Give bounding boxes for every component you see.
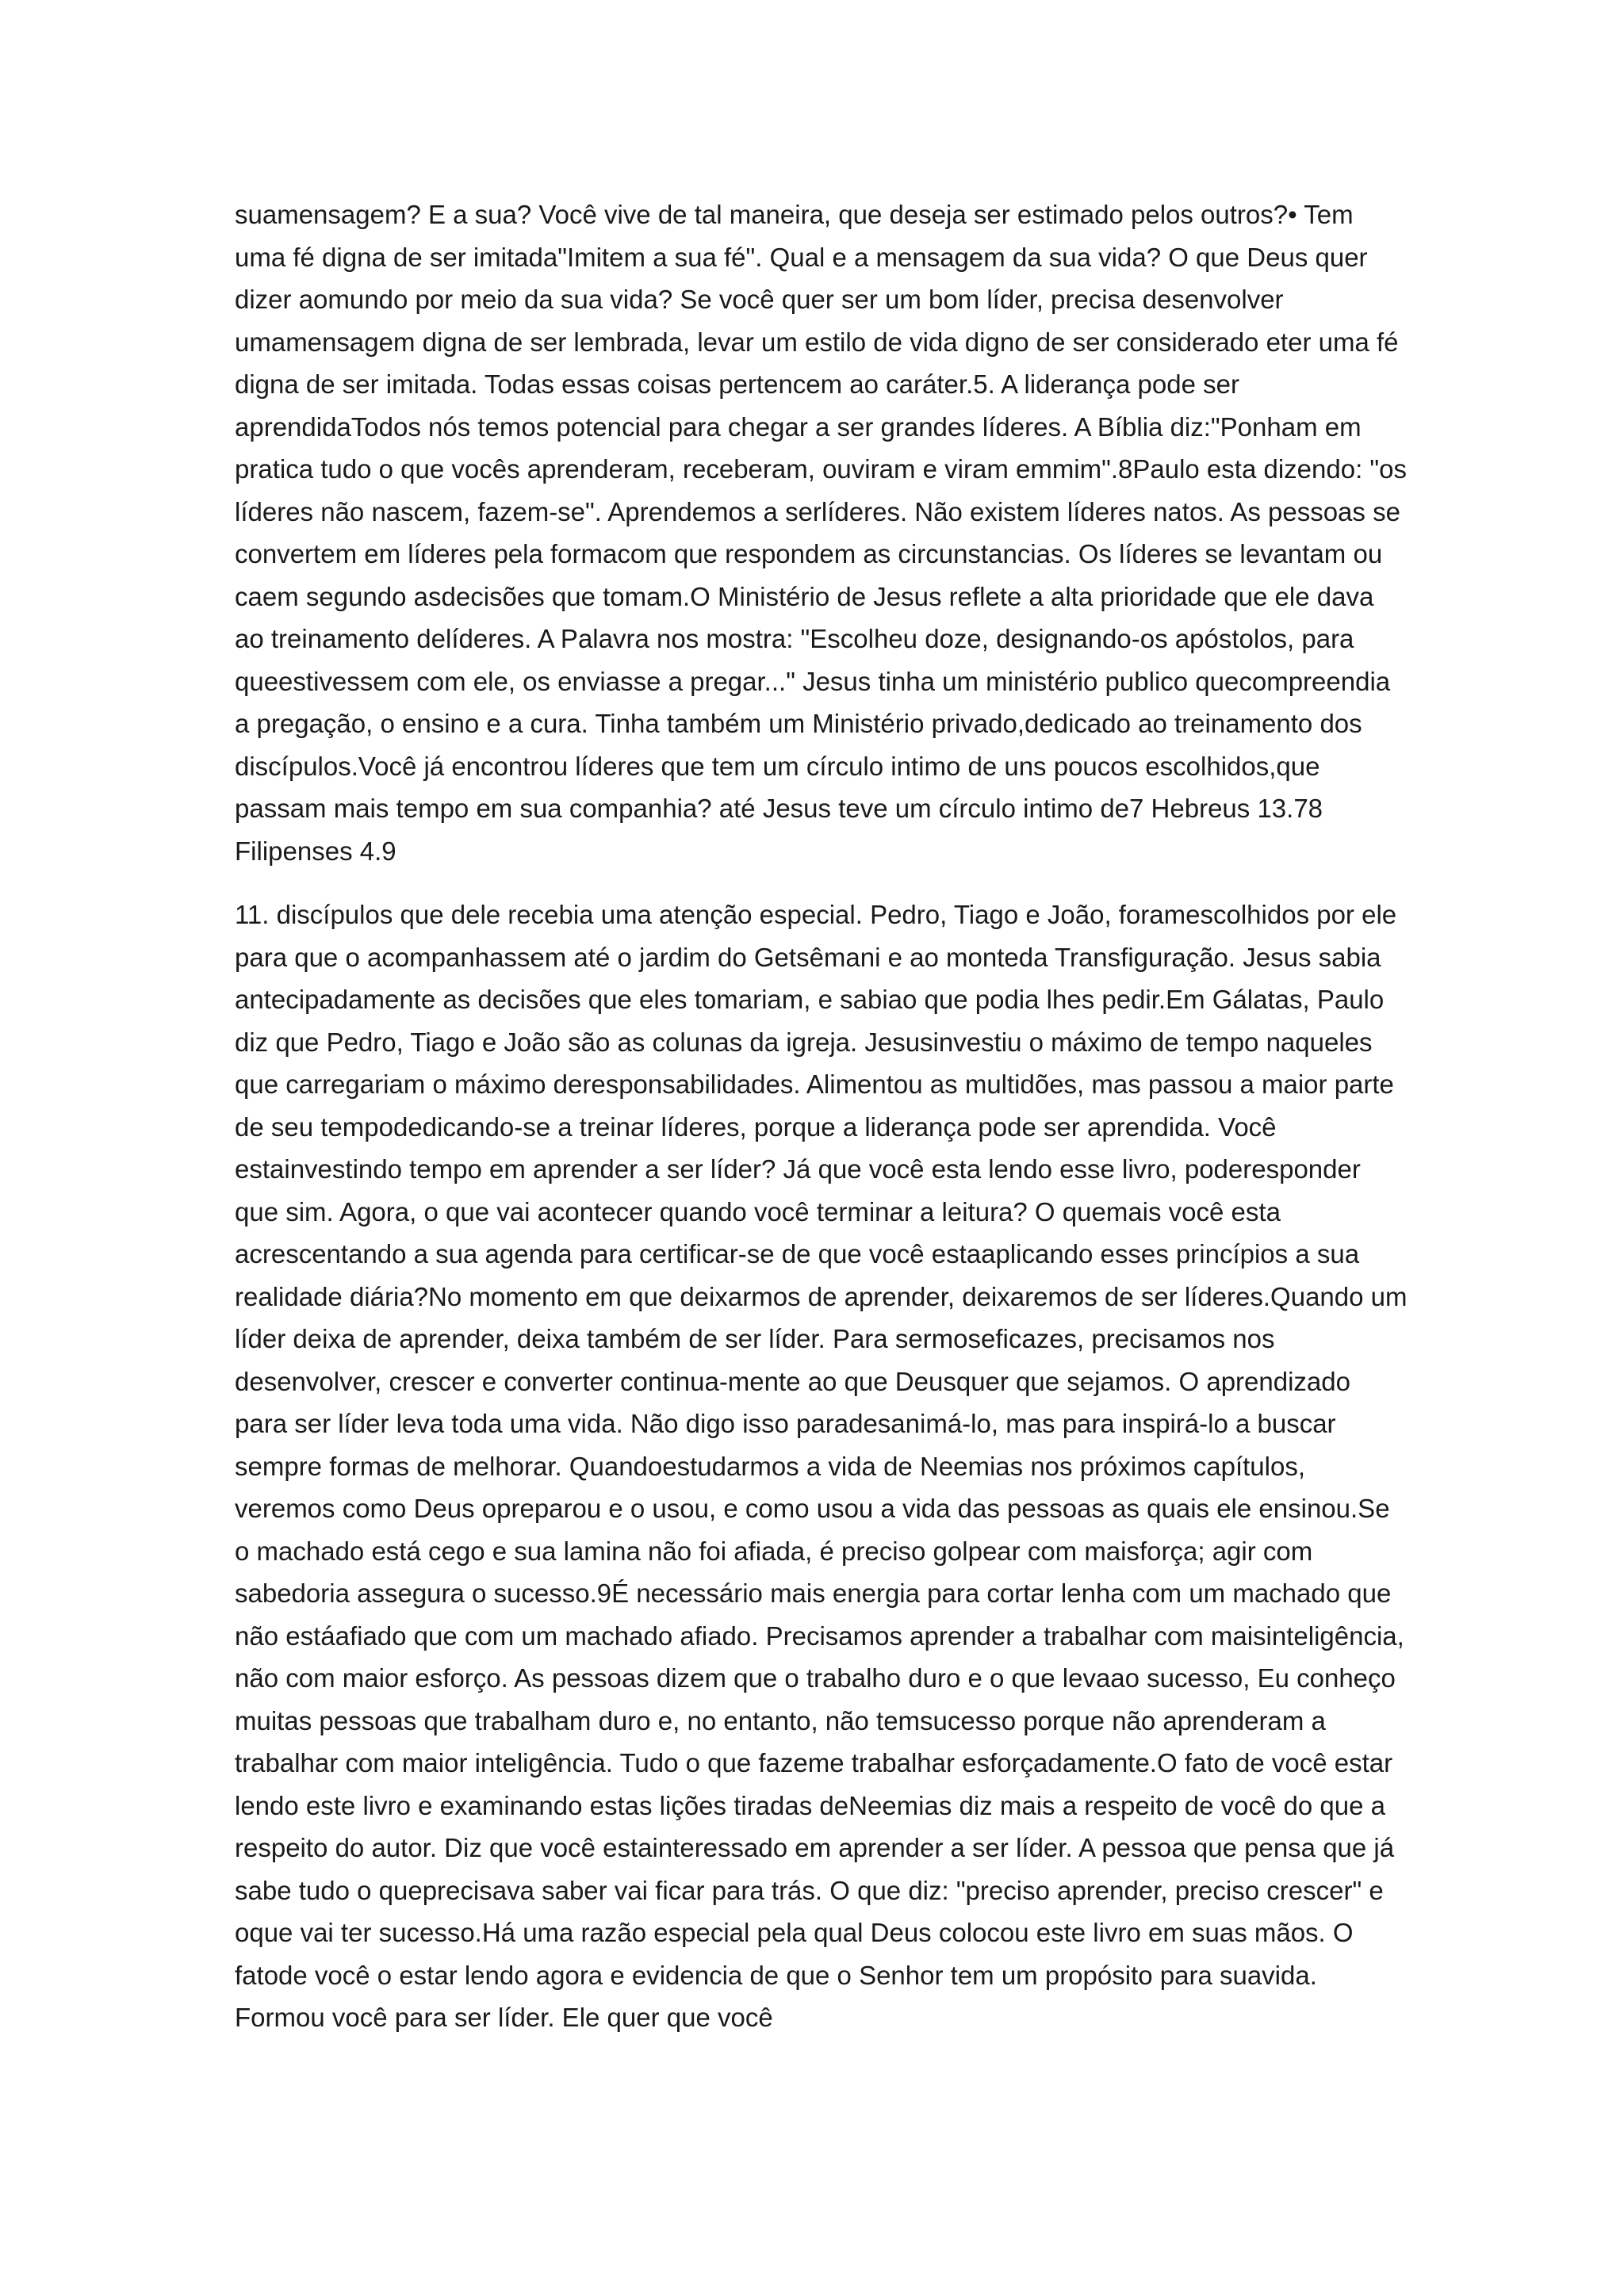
paragraph-1: suamensagem? E a sua? Você vive de tal maneira, que deseja ser estimado pelos outros?• Tem uma fé digna de ser imitada"Imitem a sua fé". Qual e a mensagem da sua vida? O que Deus quer dizer aomundo por meio da sua vida? Se você quer ser um bom líder, precisa desenvolver umamensagem digna de ser lembrada, levar um estilo de vida digno de ser considerado eter uma fé digna de ser imitada. Todas essas coisas pertencem ao caráter.5. A liderança pode ser aprendidaTodos nós temos potencial para chegar a ser grandes líderes. A Bíblia diz:"Ponham em pratica tudo o que vocês aprenderam, receberam, ouviram e viram emmim".8Paulo esta dizendo: "os líderes não nascem, fazem-se". Aprendemos a serlíderes. Não existem líderes natos. As pessoas se convertem em líderes pela formacom que respondem as circunstancias. Os líderes se levantam ou caem segundo asdecisões que tomam.O Ministério de Jesus reflete a alta prioridade que ele dava ao treinamento delíderes. A Palavra nos mostra: "Escolheu doze, designando-os apóstolos, para queestivessem com ele, os enviasse a pregar..." Jesus tinha um ministério publico quecompreendia a pregação, o ensino e a cura. Tinha também um Ministério privado,dedicado ao treinamento dos discípulos.Você já encontrou líderes que tem um círculo intimo de uns poucos escolhidos,que passam mais tempo em sua companhia? até Jesus teve um círculo intimo de7 Hebreus 13.78 Filipenses 4.9 [235, 200, 1407, 866]
document-body [235, 193, 1408, 2039]
paragraph-2: 11. discípulos que dele recebia uma atenção especial. Pedro, Tiago e João, foramescolhidos por ele para que o acompanhassem até o jardim do Getsêmani e ao monteda Transfiguração. Jesus sabia antecipadamente as decisões que eles tomariam, e sabiao que podia lhes pedir.Em Gálatas, Paulo diz que Pedro, Tiago e João são as colunas da igreja. Jesusinvestiu o máximo de tempo naqueles que carregariam o máximo deresponsabilidades. Alimentou as multidões, mas passou a maior parte de seu tempodedicando-se a treinar líderes, porque a liderança pode ser aprendida. Você estainvestindo tempo em aprender a ser líder? Já que você esta lendo esse livro, poderesponder que sim. Agora, o que vai acontecer quando você terminar a leitura? O quemais você esta acrescentando a sua agenda para certificar-se de que você estaaplicando esses princípios a sua realidade diária?No momento em que deixarmos de aprender, deixaremos de ser líderes.Quando um líder deixa de aprender, deixa também de ser líder. Para sermoseficazes, precisamos nos desenvolver, crescer e converter continua-mente ao que Deusquer que sejamos. O aprendizado para ser líder leva toda uma vida. Não digo isso paradesanimá-lo, mas para inspirá-lo a buscar sempre formas de melhorar. Quandoestudarmos a vida de Neemias nos próximos capítulos, veremos como Deus opreparou e o usou, e como usou a vida das pessoas as quais ele ensinou.Se o machado está cego e sua lamina não foi afiada, é preciso golpear com maisforça; agir com sabedoria assegura o sucesso.9É necessário mais energia para cortar lenha com um machado que não estáafiado que com um machado afiado. Precisamos aprender a trabalhar com maisinteligência, não com maior esforço. As pessoas dizem que o trabalho duro e o que levaao sucesso, Eu conheço muitas pessoas que trabalham duro e, no entanto, não temsucesso porque não aprenderam a trabalhar com maior inteligência. Tudo o que fazeme trabalhar esforçadamente.O fato de você estar lendo este livro e examinando estas lições tiradas deNeemias diz mais a respeito de você do que a respeito do autor. Diz que você estainteressado em aprender a ser líder. A pessoa que pensa que já sabe tudo o queprecisava saber vai ficar para trás. O que diz: "preciso aprender, preciso crescer" e oque vai ter sucesso.Há uma razão especial pela qual Deus colocou este livro em suas mãos. O fatode você o estar lendo agora e evidencia de que o Senhor tem um propósito para suavida. Formou você para ser líder. Ele quer que você [235, 900, 1408, 2032]
